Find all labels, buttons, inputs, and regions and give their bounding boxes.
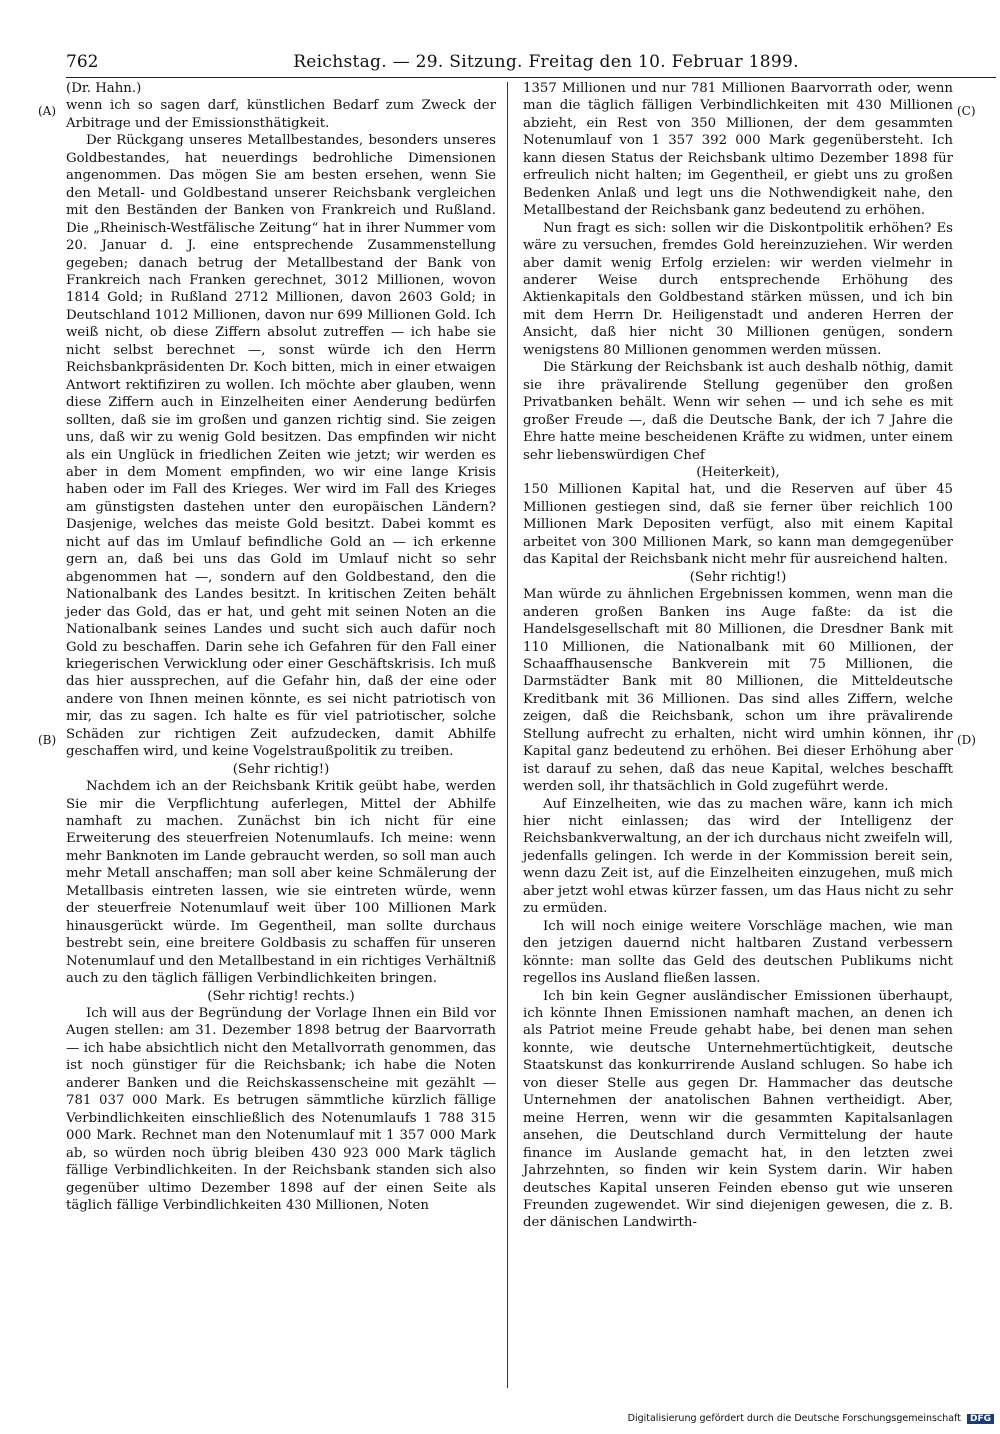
paragraph: Nachdem ich an der Reichsbank Kritik geübt habe, werden Sie mir die Verpflichtung auferlegen, Mittel der Abhilfe namhaft zu machen. Zunächst bin ich nicht für eine Erweiterung des steuerfreien Notenumlaufs. Ich meine: wenn mehr Banknoten im Lande gebraucht werden, so soll man auch mehr Metall anschaffen; man soll aber keine Schmälerung der Metallbasis eintreten lassen, wie sie eintreten würde, wenn der steuerfreie Notenumlauf weit über 100 Millionen Mark hinausgerückt würde. Im Gegentheil, man sollte durchaus bestrebt sein, eine breitere Goldbasis zu schaffen für unseren Notenumlauf und den Metallbestand in ein richtiges Verhältniß auch zu den täglich fälligen Verbindlichkeiten bringen. [66, 779, 496, 987]
paragraph: Ich will aus der Begründung der Vorlage Ihnen ein Bild vor Augen stellen: am 31. Dezember 1898 betrug der Baarvorrath — ich habe absichtlich nicht den Metallvorrath genommen, das ist noch günstiger für die Reichsbank; ich habe die Noten anderer Banken und die Reichskassenscheine mit gezählt — 781 037 000 Mark. Es betrugen sämmtliche kürzlich fällige Verbindlichkeiten einschließlich des Notenumlaufs 1 788 315 000 Mark. Rechnet man den Notenumlauf mit 1 357 000 Mark ab, so würden noch übrig bleiben 430 923 000 Mark täglich fällige Verbindlichkeiten. In der Reichsbank standen sich also gegenüber ultimo Dezember 1898 auf der einen Seite als täglich fällige Verbindlichkeiten 430 Millionen, Noten [66, 1006, 496, 1213]
paragraph: Der Rückgang unseres Metallbestandes, besonders unseres Goldbestandes, hat neuerdings bedrohliche Dimensionen angenommen. Das mögen Sie am besten ersehen, wenn Sie den Metall- und Goldbestand unserer Reichsbank vergleichen mit den Beständen der Banken von Frankreich und Rußland. Die „Rheinisch-Westfälische Zeitung“ hat in ihrer Nummer vom 20. Januar d. J. eine entsprechende Zusammenstellung gegeben; danach betrug der Metallbestand der Bank von Frankreich nach Franken gerechnet, 3012 Millionen, wovon 1814 Gold; in Rußland 2712 Millionen, davon 2603 Gold; in Deutschland 1012 Millionen, davon nur 699 Millionen Gold. Ich weiß nicht, ob diese Ziffern absolut zutreffen — ich habe sie nicht selbst berechnet —, sonst würde ich den Herrn Reichsbankpräsidenten Dr. Koch bitten, mich in einer etwaigen Antwort rektifiziren zu wollen. Ich möchte aber glauben, wenn diese Ziffern auch in Einzelheiten einer Aenderung bedürfen sollten, daß sie im großen und ganzen richtig sind. Sie zeigen uns, daß wir zu wenig Gold besitzen. Das empfinden wir nicht als ein Unglück in friedlichen Zeiten wie jetzt; wir werden es aber in dem Moment empfinden, wo wir eine lange Krisis haben oder im Fall des Krieges. Wer wird im Fall des Krieges am günstigsten dastehen unter den europäischen Ländern? Dasjenige, welches das meiste Gold besitzt. Dabei kommt es nicht auf das im Umlauf befindliche Gold an — ich erkenne gern an, daß bei uns das Gold im Umlauf nicht so sehr abgenommen hat —, sondern auf den Goldbestand, den die Nationalbank des Landes besitzt. In kritischen Zeiten behält jeder das Gold, das er hat, und geht mit seinen Noten an die Nationalbank seines Landes und sucht sich auch dafür noch Gold zu beschaffen. Darin sehe ich Gefahren für den Fall einer kriegerischen Verwicklung oder einer Geschäftskrisis. Ich muß das hier aussprechen, auf die Gefahr hin, daß der eine oder andere von Ihnen meinen könnte, es sei nicht patriotisch von mir, das zu sagen. Ich halte es für viel patriotischer, solche Schäden zur richtigen Zeit aufzudecken, damit Abhilfe geschaffen wird, und keine Vogelstraußpolitik zu treiben. [66, 133, 496, 760]
running-head: Reichstag. — 29. Sitzung. Freitag den 10. Februar 1899. [293, 52, 799, 72]
interjection: (Heiterkeit), [696, 464, 780, 480]
speaker-label: (Dr. Hahn.) [66, 81, 142, 96]
paragraph: Man würde zu ähnlichen Ergebnissen kommen, wenn man die anderen großen Banken ins Auge faßte: da ist die Handelsgesellschaft mit 80 Millionen, die Dresdner Bank mit 110 Millionen, die Nationalbank mit 60 Millionen, der Schaaffhausensche Bankverein mit 75 Millionen, die Darmstädter Bank mit 80 Millionen, die Mitteldeutsche Kreditbank mit 36 Millionen. Das sind alles Ziffern, welche zeigen, daß die Reichsbank, schon um ihre prävalirende Stellung aufrecht zu erhalten, nicht wird umhin können, ihr Kapital ganz bedeutend zu erhöhen. Bei dieser Erhöhung aber ist darauf zu sehen, daß das neue Kapital, welches beschafft werden soll, ihr thatsächlich in Gold zugeführt werde. [523, 587, 953, 795]
column-divider [507, 82, 508, 1388]
paragraph: Die Stärkung der Reichsbank ist auch deshalb nöthig, damit sie ihre prävalirende Stellung gegenüber den großen Privatbanken behält. Wenn wir sehen — und ich sehe es mit großer Freude —, daß die Deutsche Bank, der ich 7 Jahre die Ehre hatte meine bescheidenen Kräfte zu widmen, unter einem sehr liebenswürdigen Chef [523, 360, 953, 463]
dfg-logo: DFG [967, 1414, 994, 1424]
left-column [66, 80, 496, 1214]
paragraph: 150 Millionen Kapital hat, und die Reserven auf über 45 Millionen gestiegen sind, daß sie ferner über reichlich 100 Millionen Mark Depositen verfügt, also mit einem Kapital arbeitet von 300 Millionen Mark, so kann man demgegenüber das Kapital der Reichsbank nicht mehr für ausreichend halten. [523, 482, 953, 568]
header-rule [66, 77, 996, 78]
page-header [66, 52, 996, 78]
footer-credit [628, 1413, 994, 1424]
paragraph: 1357 Millionen und nur 781 Millionen Baarvorrath oder, wenn man die täglich fälligen Verbindlichkeiten mit 430 Millionen abzieht, ein Rest von 350 Millionen, der dem gesammten Notenumlauf von 1 357 392 000 Mark gegenübersteht. Ich kann diesen Status der Reichsbank ultimo Dezember 1898 für erfreulich nicht halten; im Gegentheil, er giebt uns zu großen Bedenken Anlaß und legt uns die Nothwendigkeit nahe, den Metallbestand der Reichsbank ganz bedeutend zu erhöhen. [523, 81, 953, 219]
margin-letter-a: (A) [38, 104, 57, 118]
paragraph: Ich will noch einige weitere Vorschläge machen, wie man den jetzigen dauernd nicht haltbaren Zustand verbessern könnte: man sollte das Geld des deutschen Publikums nicht regellos ins Ausland fließen lassen. [523, 918, 953, 987]
margin-letter-b: (B) [38, 733, 57, 747]
interjection: (Sehr richtig! rechts.) [207, 988, 355, 1004]
paragraph: Nun fragt es sich: sollen wir die Diskontpolitik erhöhen? Es wäre zu versuchen, fremdes Gold hereinzuziehen. Wir werden aber damit wenig Erfolg erzielen: wir werden vielmehr in anderer Weise durch entsprechende Erhöhung des Aktienkapitals den Goldbestand stärken müssen, und ich bin mit dem Herrn Dr. Heiligenstadt und anderen Herren der Ansicht, daß hier nicht 30 Millionen genügen, sondern wenigstens 80 Millionen genommen werden müssen. [523, 220, 953, 358]
page-number: 762 [66, 52, 99, 72]
footer-text: Digitalisierung gefördert durch die Deutsche Forschungsgemeinschaft [627, 1413, 961, 1424]
paragraph: Ich bin kein Gegner ausländischer Emissionen überhaupt, ich könnte Ihnen Emissionen namhaft machen, an denen ich als Patriot meine Freude gehabt habe, bei denen man sehen konnte, wie deutsche Unternehmertüchtigkeit, deutsche Staatskunst das konkurrirende Ausland schlugen. So habe ich von dieser Stelle aus gegen Dr. Hammacher das deutsche Unternehmen der anatolischen Bahnen vertheidigt. Aber, meine Herren, wenn wir die gesammten Kapitalsanlagen ansehen, die Deutschland durch Vermittelung der haute finance im Auslande gemacht hat, in den letzten zwei Jahrzehnten, so finden wir kein System darin. Wir haben deutsches Kapital unseren Feinden ebenso gut wie unseren Freunden zugewendet. Wir sind diejenigen gewesen, die z. B. der dänischen Landwirth- [523, 988, 953, 1231]
interjection: (Sehr richtig!) [689, 569, 787, 585]
margin-letter-d: (D) [957, 733, 976, 747]
paragraph: wenn ich so sagen darf, künstlichen Bedarf zum Zweck der Arbitrage und der Emissionsthätigkeit. [66, 98, 496, 131]
paragraph: Auf Einzelheiten, wie das zu machen wäre, kann ich mich hier nicht einlassen; das wird der Intelligenz der Reichsbankverwaltung, an der ich durchaus nicht zweifeln will, jedenfalls gelingen. Ich werde in der Kommission bereit sein, wenn dazu Zeit ist, auf die Einzelheiten einzugehen, muß mich aber jetzt wohl etwas kürzer fassen, um das Haus nicht zu sehr zu ermüden. [523, 796, 953, 917]
margin-letter-c: (C) [957, 104, 976, 118]
right-column [523, 80, 953, 1232]
interjection: (Sehr richtig!) [232, 761, 330, 777]
